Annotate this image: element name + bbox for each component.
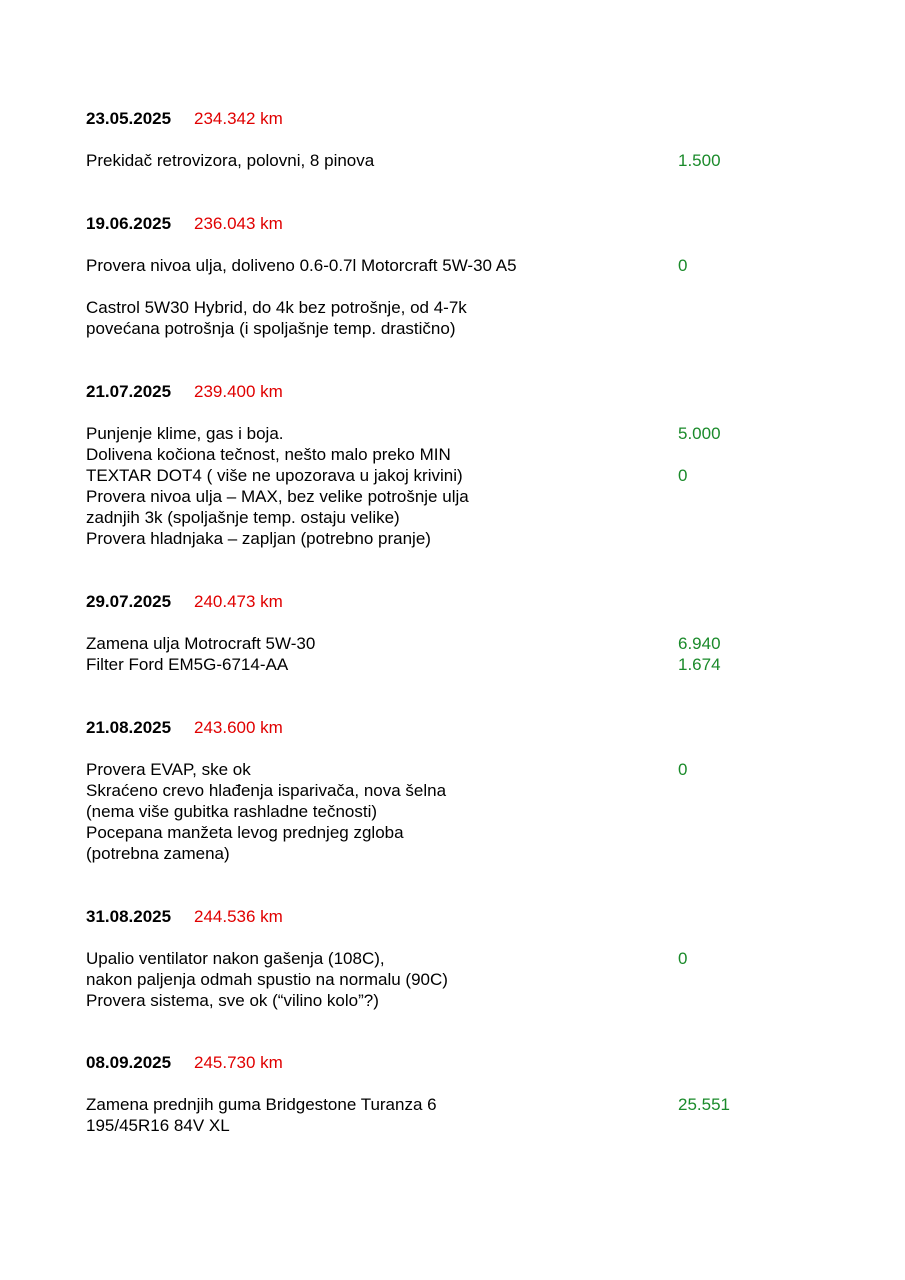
entry-line: Zamena prednjih guma Bridgestone Turanza 6 bbox=[86, 1095, 437, 1114]
entry-km: 240.473 km bbox=[194, 592, 283, 611]
entry-amount: 0 bbox=[678, 466, 688, 485]
entry-amount: 0 bbox=[678, 760, 688, 779]
entry-line: TEXTAR DOT4 ( više ne upozorava u jakoj krivini) bbox=[86, 466, 463, 485]
entry-km: 234.342 km bbox=[194, 109, 283, 128]
entry-amount: 0 bbox=[678, 949, 688, 968]
entry-line: Zamena ulja Motrocraft 5W-30 bbox=[86, 634, 316, 653]
entry-date: 23.05.2025 bbox=[86, 109, 172, 128]
entry-km: 236.043 km bbox=[194, 214, 283, 233]
entry-line: Prekidač retrovizora, polovni, 8 pinova bbox=[86, 151, 375, 170]
entry-line: Filter Ford EM5G-6714-AA bbox=[86, 655, 289, 674]
entry-date: 21.07.2025 bbox=[86, 382, 172, 401]
entry-date: 21.08.2025 bbox=[86, 718, 172, 737]
entry-line: (nema više gubitka rashladne tečnosti) bbox=[86, 802, 378, 821]
entry-line: Dolivena kočiona tečnost, nešto malo preko MIN bbox=[86, 445, 451, 464]
entry-km: 244.536 km bbox=[194, 907, 283, 926]
entry-line: (potrebna zamena) bbox=[86, 844, 230, 863]
entry-line: Provera hladnjaka – zapljan (potrebno pranje) bbox=[86, 529, 431, 548]
entry-line: Castrol 5W30 Hybrid, do 4k bez potrošnje, od 4-7k bbox=[86, 298, 467, 317]
entry-line: Provera sistema, sve ok (“vilino kolo”?) bbox=[86, 991, 379, 1010]
entry-date: 31.08.2025 bbox=[86, 907, 172, 926]
entry-amount: 6.940 bbox=[678, 634, 721, 653]
entry-amount: 0 bbox=[678, 256, 688, 275]
entry-line: zadnjih 3k (spoljašnje temp. ostaju velike) bbox=[86, 508, 400, 527]
entry-line: Pocepana manžeta levog prednjeg zgloba bbox=[86, 823, 404, 842]
entry-line: Provera EVAP, ske ok bbox=[86, 760, 251, 779]
entry-line: Punjenje klime, gas i boja. bbox=[86, 424, 284, 443]
entry-line: Skraćeno crevo hlađenja isparivača, nova šelna bbox=[86, 781, 447, 800]
entry-km: 245.730 km bbox=[194, 1053, 283, 1072]
entry-amount: 1.674 bbox=[678, 655, 721, 674]
entry-date: 08.09.2025 bbox=[86, 1053, 172, 1072]
entry-km: 239.400 km bbox=[194, 382, 283, 401]
entry-line: Provera nivoa ulja – MAX, bez velike potrošnje ulja bbox=[86, 487, 469, 506]
entry-line: nakon paljenja odmah spustio na normalu (90C) bbox=[86, 970, 448, 989]
entry-line: Provera nivoa ulja, doliveno 0.6-0.7l Motorcraft 5W-30 A5 bbox=[86, 256, 517, 275]
entry-date: 29.07.2025 bbox=[86, 592, 172, 611]
entry-date: 19.06.2025 bbox=[86, 214, 172, 233]
entry-line: povećana potrošnja (i spoljašnje temp. drastično) bbox=[86, 319, 456, 338]
entry-amount: 5.000 bbox=[678, 424, 721, 443]
entry-line: 195/45R16 84V XL bbox=[86, 1116, 230, 1135]
entry-amount: 1.500 bbox=[678, 151, 721, 170]
entry-amount: 25.551 bbox=[678, 1095, 730, 1114]
entry-line: Upalio ventilator nakon gašenja (108C), bbox=[86, 949, 385, 968]
entry-km: 243.600 km bbox=[194, 718, 283, 737]
